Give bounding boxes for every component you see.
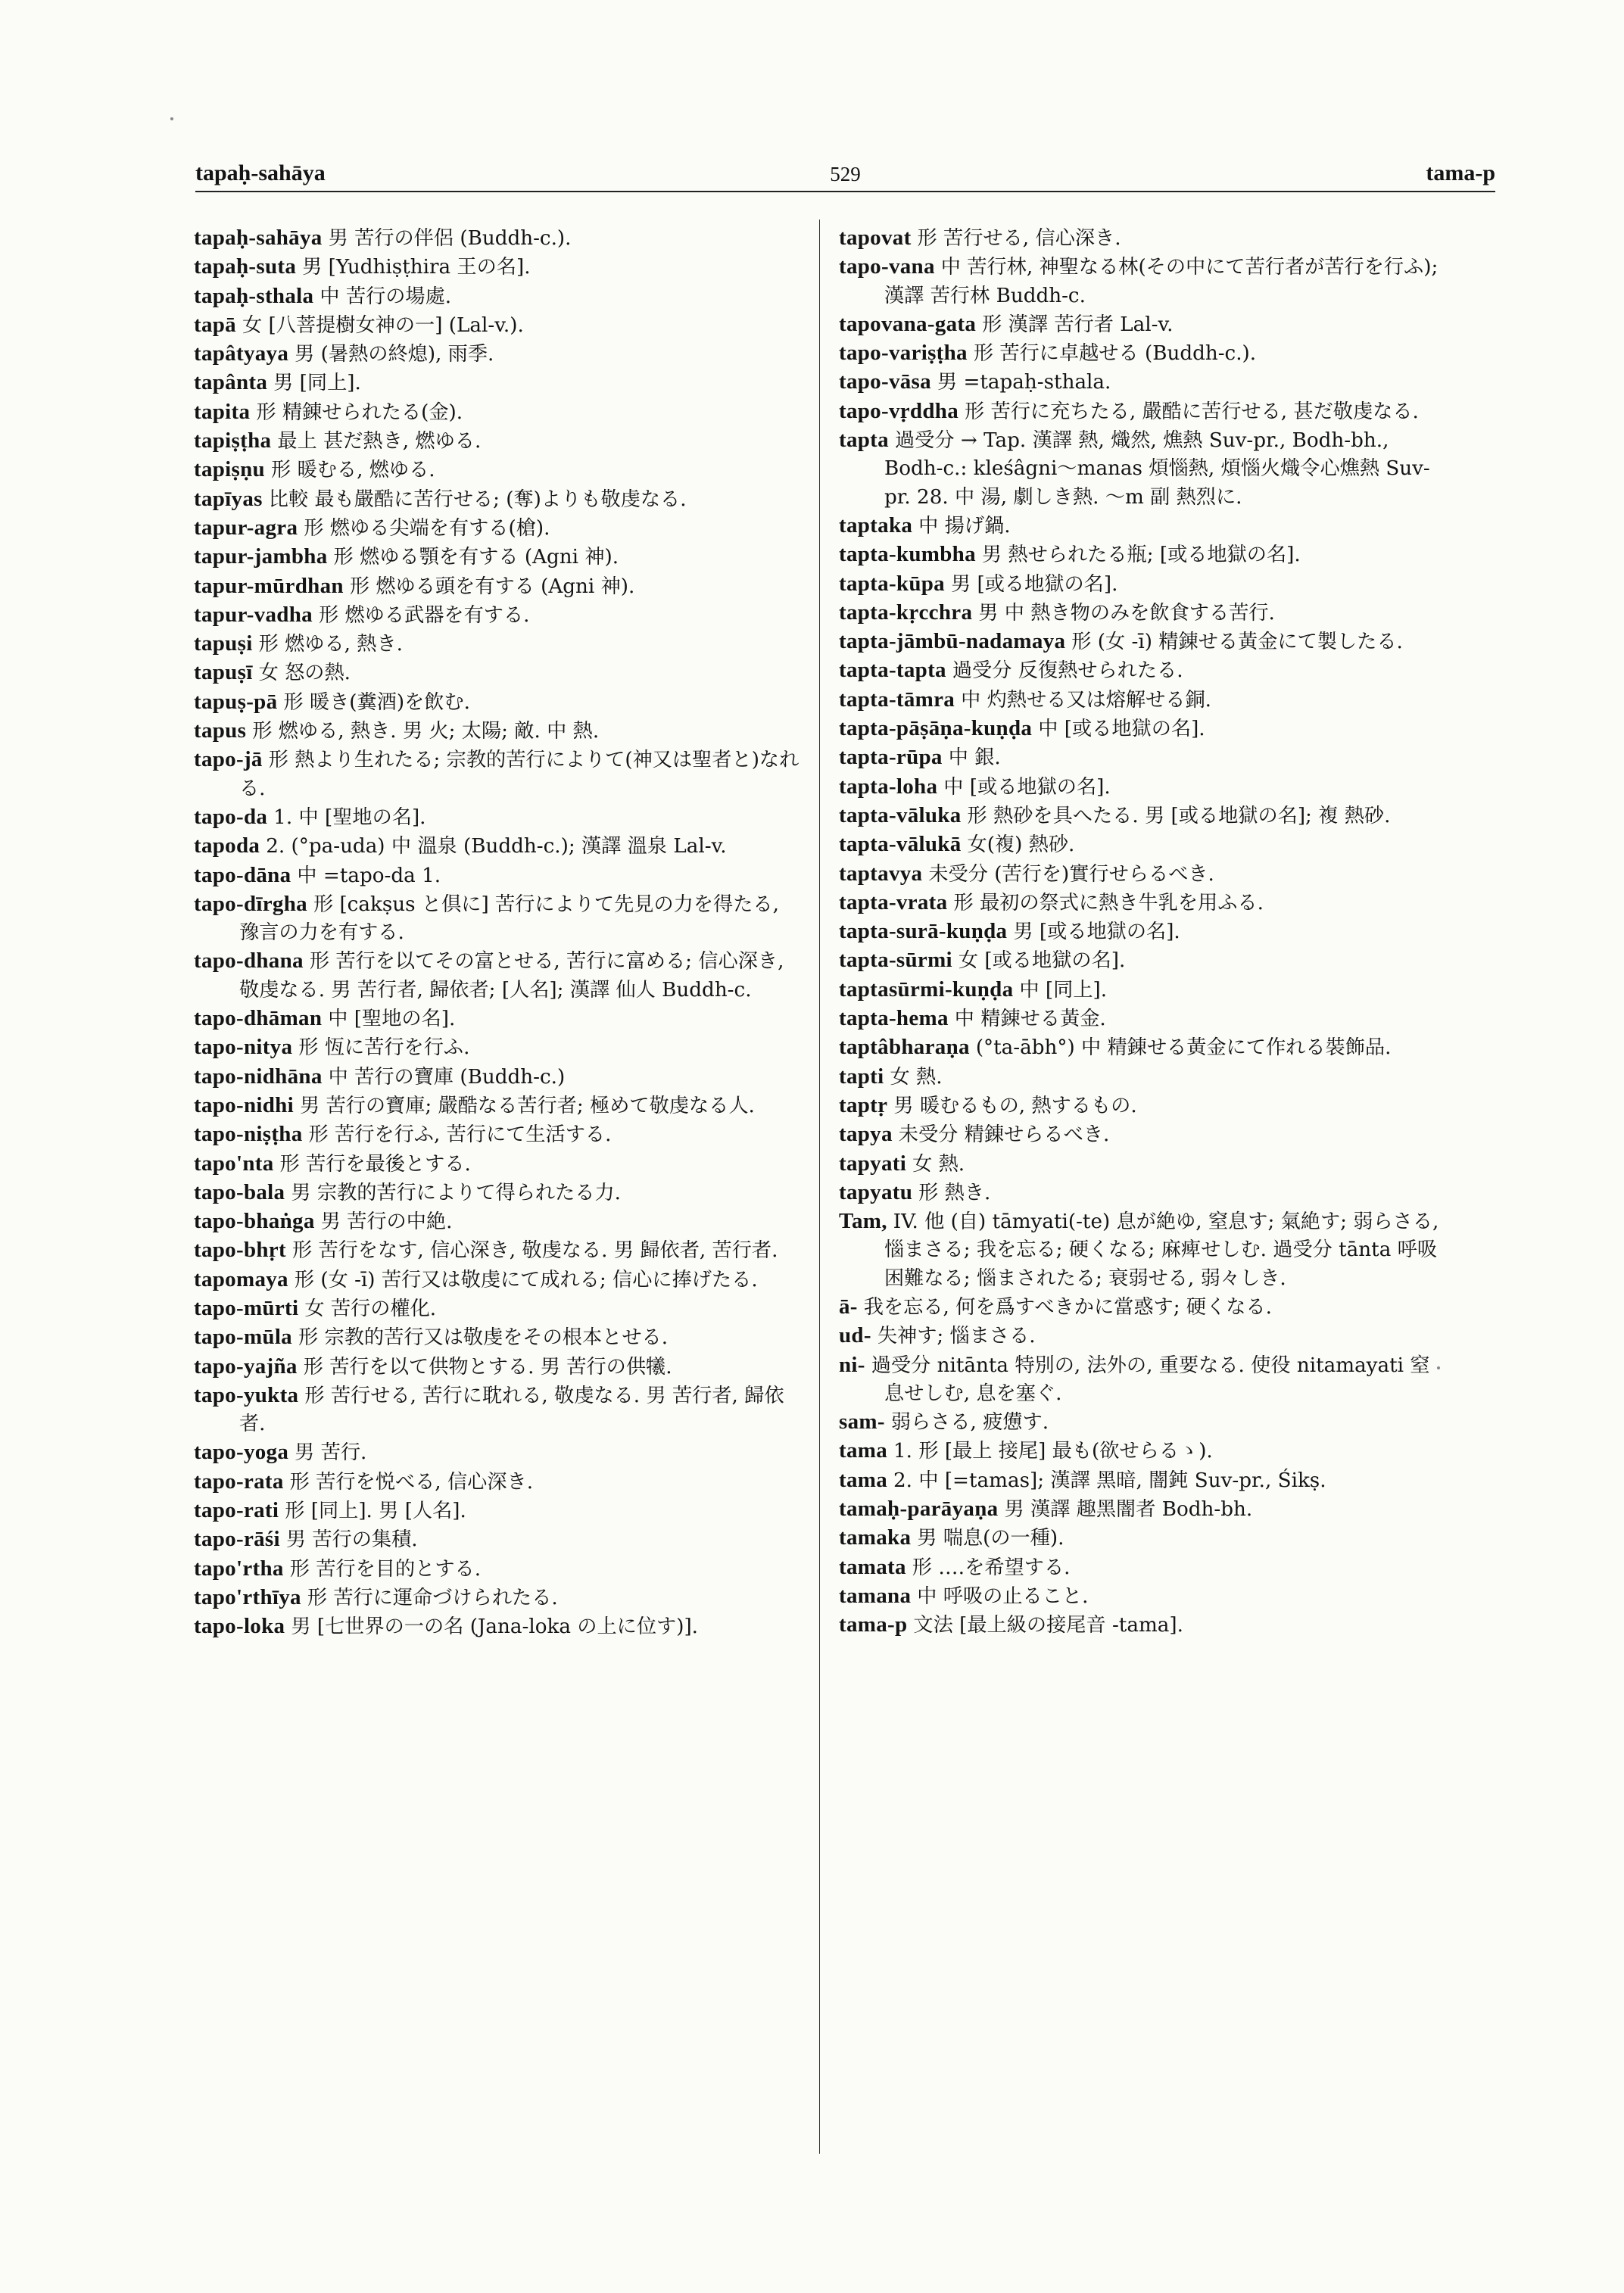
entry-definition: 最上 甚だ熱き, 燃ゆる. <box>277 430 482 453</box>
entry-definition: 形 熱き. <box>918 1181 991 1204</box>
entry-definition: 過受分 → Tap. 漢譯 熱, 熾然, 燋熱 Suv-pr., Bodh-bh., Bodh-c.: kleśâgni〜manas 煩惱熱, 煩惱火熾令心燋熱 Suv-pr. 28. 中 湯, 劇しき熱. 〜m 副 熱烈に. <box>884 429 1430 509</box>
entry-headword: tapti <box>839 1064 884 1089</box>
entry-headword: tapo-bhṛt <box>194 1238 286 1263</box>
entry-headword: tama-p <box>839 1612 908 1637</box>
dictionary-entry <box>194 340 800 369</box>
entry-definition: 形 燃ゆる尖端を有する(槍). <box>304 516 550 540</box>
dictionary-entry <box>194 630 800 659</box>
running-head-left: tapaḥ-sahāya <box>195 160 326 185</box>
dictionary-entry <box>839 1092 1445 1120</box>
entry-headword: tapo-bala <box>194 1179 285 1204</box>
entry-headword: tapā <box>194 312 236 337</box>
dictionary-entry <box>194 1468 800 1497</box>
entry-definition: 中 銀. <box>948 746 1001 770</box>
entry-definition: 中 揚げ鍋. <box>918 514 1011 537</box>
entry-headword: tapo-yajña <box>194 1354 298 1379</box>
entry-definition: 男 [Yudhiṣṭhira 王の名]. <box>302 256 531 279</box>
dictionary-entry <box>839 253 1445 310</box>
dictionary-entry <box>194 1555 800 1584</box>
entry-definition: 中 苦行の場處. <box>320 285 452 308</box>
dictionary-entry <box>839 686 1445 715</box>
dictionary-entry <box>839 1553 1445 1582</box>
entry-definition: 形 熱砂を具へたる. 男 [或る地獄の名]; 複 熱砂. <box>967 804 1391 827</box>
entry-definition: 男 熱せられたる瓶; [或る地獄の名]. <box>981 544 1301 567</box>
entry-definition: 女 熱. <box>912 1152 965 1176</box>
entry-definition: 中 呼吸の止ること. <box>917 1584 1089 1608</box>
dictionary-entry <box>194 659 800 687</box>
entry-headword: tapo-vṛddha <box>839 398 959 423</box>
entry-headword: tapuṣī <box>194 660 253 685</box>
entry-definition: 中 [或る地獄の名]. <box>1038 718 1205 741</box>
entry-definition: 形 苦行を悦べる, 信心深き. <box>289 1470 534 1494</box>
entry-headword: Tam, <box>839 1209 887 1234</box>
running-head-right: tama-p <box>1426 160 1495 185</box>
dictionary-entry <box>839 773 1445 802</box>
dictionary-entry <box>839 715 1445 743</box>
dictionary-entry <box>839 976 1445 1005</box>
entry-headword: tapta-vrata <box>839 889 948 914</box>
entry-headword: tapo-rati <box>194 1498 279 1523</box>
entry-definition: 形 苦行を最後とする. <box>279 1152 471 1176</box>
dictionary-entry <box>839 1351 1445 1409</box>
entry-headword: tapta-tāmra <box>839 687 955 712</box>
dictionary-entry <box>194 485 800 514</box>
dictionary-entry <box>839 1408 1445 1437</box>
entry-definition: 男 喘息(の一種). <box>917 1527 1064 1550</box>
dictionary-entry <box>839 224 1445 253</box>
entry-definition: 形 精錬せられたる(金). <box>256 400 463 424</box>
dictionary-entry <box>839 397 1445 426</box>
entry-definition: 中 [聖地の名]. <box>328 1008 456 1031</box>
dictionary-entry <box>194 1005 800 1033</box>
entry-headword: tapovat <box>839 226 912 250</box>
dictionary-entry <box>194 947 800 1005</box>
entry-headword: sam- <box>839 1410 885 1435</box>
entry-headword: tamaḥ-parāyaṇa <box>839 1497 999 1522</box>
dictionary-entry <box>194 1236 800 1265</box>
entry-headword: tapo-vana <box>839 254 935 279</box>
entry-headword: tapyatu <box>839 1179 913 1204</box>
dictionary-entry <box>194 1353 800 1382</box>
dictionary-entry <box>839 1207 1445 1293</box>
entry-definition: 未受分 (苦行を)實行せらるべき. <box>928 862 1214 886</box>
entry-definition: 比較 最も嚴酷に苦行せる; (奪)よりも敬虔なる. <box>268 488 687 511</box>
entry-headword: tapo-yukta <box>194 1382 299 1407</box>
entry-definition: 形 苦行に卓越せる (Buddh-c.). <box>973 342 1257 366</box>
entry-definition: 男 (暑熱の終熄), 雨季. <box>295 343 494 366</box>
entry-headword: tapo-mūla <box>194 1325 292 1350</box>
left-column <box>194 224 800 1642</box>
entry-definition: 女 [或る地獄の名]. <box>958 949 1126 973</box>
entry-headword: ni- <box>839 1352 865 1377</box>
entry-headword: tapta <box>839 428 889 453</box>
entry-definition: 形 漢譯 苦行者 Lal-v. <box>982 313 1174 336</box>
entry-headword: tapur-mūrdhan <box>194 573 344 598</box>
entry-headword: taptaka <box>839 512 913 537</box>
entry-headword: tapo-nitya <box>194 1035 293 1060</box>
entry-headword: tapaḥ-sahāya <box>194 226 323 250</box>
entry-headword: tapo-nidhi <box>194 1092 294 1117</box>
dictionary-entry <box>194 311 800 340</box>
entry-definition: 形 [cakṣus と倶に] 苦行によりて先見の力を得たる, 豫言の力を有する. <box>239 893 779 945</box>
dictionary-entry <box>194 456 800 484</box>
dictionary-entry <box>194 1179 800 1207</box>
dictionary-entry <box>839 889 1445 918</box>
entry-headword: tapomaya <box>194 1266 288 1291</box>
entry-definition: 女(複) 熱砂. <box>967 833 1075 857</box>
dictionary-entry <box>194 398 800 427</box>
entry-headword: tapiṣṭha <box>194 428 272 453</box>
entry-definition: 形 苦行に運命づけられたる. <box>307 1586 558 1609</box>
entry-headword: tapo-nidhāna <box>194 1064 323 1089</box>
entry-headword: taptasūrmi-kuṇḍa <box>839 977 1014 1002</box>
entry-headword: tapaḥ-sthala <box>194 283 314 308</box>
dictionary-entry <box>194 1266 800 1294</box>
entry-definition: 男 中 熱き物のみを飲食する苦行. <box>978 601 1275 625</box>
entry-definition: 1. 中 [聖地の名]. <box>273 805 426 829</box>
entry-definition: 文法 [最上級の接尾音 -tama]. <box>913 1614 1183 1637</box>
entry-definition: 過受分 nitānta 特別の, 法外の, 重要なる. 使役 nitamayati 窒息せしむ, 息を塞ぐ. <box>871 1354 1430 1405</box>
dictionary-entry <box>194 369 800 397</box>
dictionary-entry <box>839 1033 1445 1062</box>
entry-headword: tapta-kumbha <box>839 542 976 567</box>
dictionary-entry <box>839 570 1445 599</box>
entry-headword: tapta-loha <box>839 774 938 799</box>
entry-definition: 2. 中 [=tamas]; 漢譯 黑暗, 闇鈍 Suv-pr., Śikṣ. <box>893 1469 1326 1492</box>
dictionary-entry <box>194 717 800 746</box>
entry-definition: 形 燃ゆる, 熱き. <box>258 633 403 656</box>
page-number: 529 <box>830 163 861 185</box>
entry-headword: tapâtyaya <box>194 341 289 366</box>
entry-headword: tapta-hema <box>839 1006 949 1031</box>
dictionary-entry <box>194 1525 800 1554</box>
entry-headword: tama <box>839 1438 888 1463</box>
dictionary-entry <box>839 1005 1445 1033</box>
entry-definition: 男 苦行. <box>295 1441 367 1465</box>
entry-headword: tapo-da <box>194 804 268 829</box>
entry-definition: 形 ‥‥を希望する. <box>912 1556 1071 1579</box>
dictionary-entry <box>194 1323 800 1352</box>
dictionary-entry <box>194 803 800 832</box>
dictionary-entry <box>194 1150 800 1179</box>
paper-speck <box>170 117 173 120</box>
entry-definition: 形 苦行を目的とする. <box>289 1557 482 1581</box>
entry-headword: tapo-yoga <box>194 1440 289 1465</box>
entry-headword: tapta-surā-kuṇḍa <box>839 919 1008 944</box>
dictionary-entry <box>194 282 800 311</box>
entry-headword: tapta-sūrmi <box>839 948 952 973</box>
entry-definition: 形 燃ゆる頭を有する (Agni 神). <box>349 575 635 598</box>
dictionary-entry <box>839 512 1445 541</box>
entry-definition: 我を忘る, 何を爲すべきかに當惑す; 硬くなる. <box>863 1295 1272 1319</box>
entry-definition: 形 [同上]. 男 [人名]. <box>285 1500 466 1523</box>
dictionary-entry <box>194 601 800 630</box>
entry-definition: 中 精錬せる黃金. <box>954 1008 1106 1031</box>
entry-headword: tapta-kṛcchra <box>839 600 973 625</box>
dictionary-entry <box>194 543 800 572</box>
right-column <box>839 224 1445 1640</box>
entry-definition: 過受分 反復熱せられたる. <box>952 659 1183 683</box>
dictionary-entry <box>839 946 1445 975</box>
entry-headword: tapaḥ-suta <box>194 254 297 279</box>
entry-headword: tapta-kūpa <box>839 571 945 596</box>
entry-definition: 形 苦行をなす, 信心深き, 敬虔なる. 男 歸依者, 苦行者. <box>291 1239 778 1263</box>
entry-definition: 形 苦行せる, 信心深き. <box>917 227 1121 250</box>
dictionary-entry <box>194 1092 800 1120</box>
dictionary-entry <box>194 1612 800 1641</box>
entry-definition: 1. 形 [最上 接尾] 最も(欲せらるゝ). <box>893 1440 1213 1463</box>
entry-headword: tapovana-gata <box>839 311 977 336</box>
dictionary-entry <box>839 656 1445 685</box>
entry-headword: tapo-dhana <box>194 949 304 974</box>
dictionary-entry <box>839 802 1445 830</box>
entry-definition: 中 [同上]. <box>1019 978 1108 1002</box>
entry-definition: 男 漢譯 趣黑闇者 Bodh-bh. <box>1004 1498 1253 1522</box>
paper-speck <box>1437 1366 1440 1369</box>
entry-headword: ā- <box>839 1294 858 1319</box>
entry-headword: tapoda <box>194 833 260 858</box>
column-divider <box>819 220 820 2154</box>
entry-headword: tapo-niṣṭha <box>194 1122 303 1147</box>
entry-headword: tama <box>839 1467 888 1492</box>
entry-definition: 男 [或る地獄の名]. <box>1013 921 1180 944</box>
entry-headword: tamana <box>839 1583 912 1608</box>
entry-headword: tapta-vāluka <box>839 802 962 827</box>
dictionary-entry <box>194 1382 800 1439</box>
dictionary-entry <box>194 253 800 282</box>
dictionary-entry <box>839 1524 1445 1553</box>
entry-definition: 女 怒の熱. <box>258 662 351 685</box>
dictionary-entry <box>839 830 1445 859</box>
entry-definition: 未受分 精錬せらるべき. <box>898 1123 1110 1147</box>
entry-headword: tapur-vadha <box>194 602 313 627</box>
entry-headword: tapo-bhaṅga <box>194 1209 315 1234</box>
dictionary-entry <box>194 1584 800 1612</box>
dictionary-entry <box>194 1120 800 1149</box>
entry-headword: tapo-mūrti <box>194 1295 299 1320</box>
entry-headword: tapo-dāna <box>194 862 291 887</box>
dictionary-entry <box>839 1322 1445 1351</box>
dictionary-entry <box>839 1120 1445 1149</box>
entry-headword: tapiṣṇu <box>194 457 265 482</box>
dictionary-entry <box>194 427 800 456</box>
entry-definition: 中 灼熱せる又は熔解せる銅. <box>961 688 1211 712</box>
dictionary-entry <box>194 688 800 717</box>
entry-headword: tapo-loka <box>194 1614 285 1639</box>
entry-headword: tapuṣ-pā <box>194 689 278 714</box>
entry-definition: 形 燃ゆる顎を有する (Agni 神). <box>333 546 619 569</box>
dictionary-entry <box>194 1438 800 1467</box>
dictionary-entry <box>839 628 1445 656</box>
entry-definition: 形 苦行を以てその富とせる, 苦行に富める; 信心深き, 敬虔なる. 男 苦行者, 歸依者; [人名]; 漢譯 仙人 Buddh-c. <box>239 950 784 1002</box>
entry-headword: taptavya <box>839 861 923 886</box>
entry-definition: 弱らさる, 疲憊す. <box>890 1411 1049 1435</box>
entry-definition: 男 苦行の中絶. <box>320 1210 453 1234</box>
entry-definition: 男 [同上]. <box>273 372 361 395</box>
entry-definition: 形 暖き(糞酒)を飲む. <box>283 690 470 714</box>
entry-headword: tapta-pāṣāṇa-kuṇḍa <box>839 716 1033 741</box>
entry-definition: 男 苦行の寶庫; 嚴酷なる苦行者; 極めて敬虔なる人. <box>299 1094 755 1117</box>
dictionary-entry <box>839 599 1445 628</box>
dictionary-entry <box>839 1582 1445 1611</box>
entry-definition: 形 宗教的苦行又は敬虔をその根本とせる. <box>298 1326 669 1350</box>
entry-definition: 男 [或る地獄の名]. <box>951 572 1118 596</box>
entry-headword: tapo'rthīya <box>194 1584 301 1609</box>
entry-headword: tapur-jambha <box>194 544 328 569</box>
dictionary-entry <box>194 746 800 803</box>
dictionary-entry <box>839 1293 1445 1322</box>
entry-definition: 女 苦行の權化. <box>304 1297 437 1320</box>
dictionary-entry <box>194 861 800 890</box>
dictionary-entry <box>839 1495 1445 1524</box>
entry-definition: 男 暖むるもの, 熱するもの. <box>893 1094 1137 1117</box>
dictionary-entry <box>839 918 1445 946</box>
entry-headword: tapta-rūpa <box>839 745 943 770</box>
entry-definition: 女 [八菩提樹女神の一] (Lal-v.). <box>242 313 524 337</box>
entry-definition: 形 苦行を以て供物とする. 男 苦行の供犧. <box>303 1355 672 1379</box>
entry-headword: tamata <box>839 1554 906 1579</box>
dictionary-entry <box>194 1063 800 1092</box>
entry-headword: tapta-tapta <box>839 658 946 683</box>
dictionary-entry <box>839 1437 1445 1466</box>
dictionary-entry <box>839 1150 1445 1179</box>
entry-headword: tapus <box>194 718 247 743</box>
entry-headword: tapo-dīrgha <box>194 891 307 916</box>
entry-definition: 男 [七世界の一の名 (Jana-loka の上に位す)]. <box>291 1615 699 1639</box>
dictionary-entry <box>194 1033 800 1062</box>
entry-definition: 女 熱. <box>890 1065 943 1089</box>
dictionary-entry <box>839 426 1445 512</box>
entry-headword: tapo-jā <box>194 747 263 772</box>
entry-definition: 形 苦行を行ふ, 苦行にて生活する. <box>308 1123 612 1147</box>
entry-headword: tapo-dhāman <box>194 1006 323 1031</box>
entry-headword: tapânta <box>194 370 268 395</box>
entry-definition: 形 (女 -ī) 精錬せる黃金にて製したる. <box>1071 631 1403 654</box>
dictionary-entry <box>194 572 800 601</box>
entry-definition: 失神す; 惱まさる. <box>877 1325 1036 1348</box>
entry-headword: tapo-variṣṭha <box>839 341 968 366</box>
entry-definition: 2. (°pa-uda) 中 溫泉 (Buddh-c.); 漢譯 溫泉 Lal-v. <box>266 835 727 858</box>
dictionary-entry <box>839 1179 1445 1207</box>
entry-headword: tamaka <box>839 1525 912 1550</box>
dictionary-entry <box>194 1207 800 1236</box>
entry-definition: 男 苦行の集積. <box>285 1528 418 1552</box>
dictionary-entry <box>839 743 1445 772</box>
entry-headword: tapya <box>839 1122 893 1147</box>
entry-headword: tapīyas <box>194 486 263 511</box>
entry-definition: 男 苦行の伴侶 (Buddh-c.). <box>328 227 572 250</box>
dictionary-entry <box>194 890 800 948</box>
entry-definition: IV. 他 (自) tāmyati(-te) 息が絶ゆ, 窒息す; 氣絶す; 弱らさる, 惱まさる; 我を忘る; 硬くなる; 麻痺せしむ. 過受分 tānta 呼吸困難なる; 惱まされたる; 衰弱せる, 弱々しき. <box>884 1210 1439 1290</box>
entry-headword: tapta-vālukā <box>839 832 962 857</box>
entry-definition: 形 苦行に充ちたる, 嚴酷に苦行せる, 甚だ敬虔なる. <box>965 400 1419 423</box>
entry-headword: taptâbharaṇa <box>839 1035 970 1060</box>
entry-headword: taptṛ <box>839 1092 888 1117</box>
entry-headword: tapo-rāśi <box>194 1527 280 1552</box>
entry-headword: tapita <box>194 399 251 424</box>
entry-definition: 形 暖むる, 燃ゆる. <box>271 459 435 482</box>
dictionary-entry <box>194 832 800 861</box>
dictionary-entry <box>839 860 1445 889</box>
dictionary-entry <box>839 1466 1445 1495</box>
dictionary-entry <box>194 1497 800 1525</box>
entry-definition: 中 苦行の寶庫 (Buddh-c.) <box>328 1065 566 1089</box>
entry-definition: 形 最初の祭式に熱き牛乳を用ふる. <box>953 891 1264 914</box>
entry-headword: tapo-vāsa <box>839 369 931 394</box>
dictionary-entry <box>839 310 1445 339</box>
entry-definition: 形 燃ゆる, 熱き. 男 火; 太陽; 敵. 中 熱. <box>252 720 600 743</box>
entry-headword: tapo'rtha <box>194 1556 284 1581</box>
entry-definition: 男 宗教的苦行によりて得られたる力. <box>291 1181 621 1204</box>
entry-headword: tapuṣi <box>194 631 253 656</box>
dictionary-entry <box>194 224 800 253</box>
entry-headword: tapo-rata <box>194 1469 284 1494</box>
dictionary-entry <box>839 368 1445 397</box>
dictionary-entry <box>839 541 1445 569</box>
dictionary-entry <box>839 1611 1445 1640</box>
entry-definition: 中 [或る地獄の名]. <box>943 775 1111 799</box>
dictionary-entry <box>839 339 1445 368</box>
entry-definition: 形 恆に苦行を行ふ. <box>298 1036 470 1060</box>
entry-headword: tapta-jāmbū-nadamaya <box>839 629 1066 654</box>
entry-definition: 形 燃ゆる武器を有する. <box>318 603 530 627</box>
dictionary-entry <box>839 1063 1445 1092</box>
entry-headword: tapur-agra <box>194 515 298 540</box>
entry-definition: (°ta-ābh°) 中 精錬せる黃金にて作れる裝飾品. <box>975 1036 1392 1060</box>
entry-definition: 形 熱より生れたる; 宗教的苦行によりて(神又は聖者と)なれる. <box>239 749 800 800</box>
running-header <box>195 160 1495 192</box>
dictionary-entry <box>194 514 800 543</box>
entry-definition: 中 =tapo-da 1. <box>297 864 441 887</box>
dictionary-entry <box>194 1294 800 1323</box>
entry-headword: ud- <box>839 1323 871 1348</box>
entry-headword: tapyati <box>839 1151 907 1176</box>
entry-definition: 形 苦行せる, 苦行に耽れる, 敬虔なる. 男 苦行者, 歸依者. <box>239 1384 784 1436</box>
entry-headword: tapo'nta <box>194 1151 274 1176</box>
entry-definition: 形 (女 -ī) 苦行又は敬虔にて成れる; 信心に捧げたる. <box>294 1268 758 1291</box>
entry-definition: 男 =tapaḥ-sthala. <box>937 371 1111 394</box>
entry-definition: 中 苦行林, 神聖なる林(その中にて苦行者が苦行を行ふ); 漢譯 苦行林 Buddh-c. <box>884 256 1439 307</box>
